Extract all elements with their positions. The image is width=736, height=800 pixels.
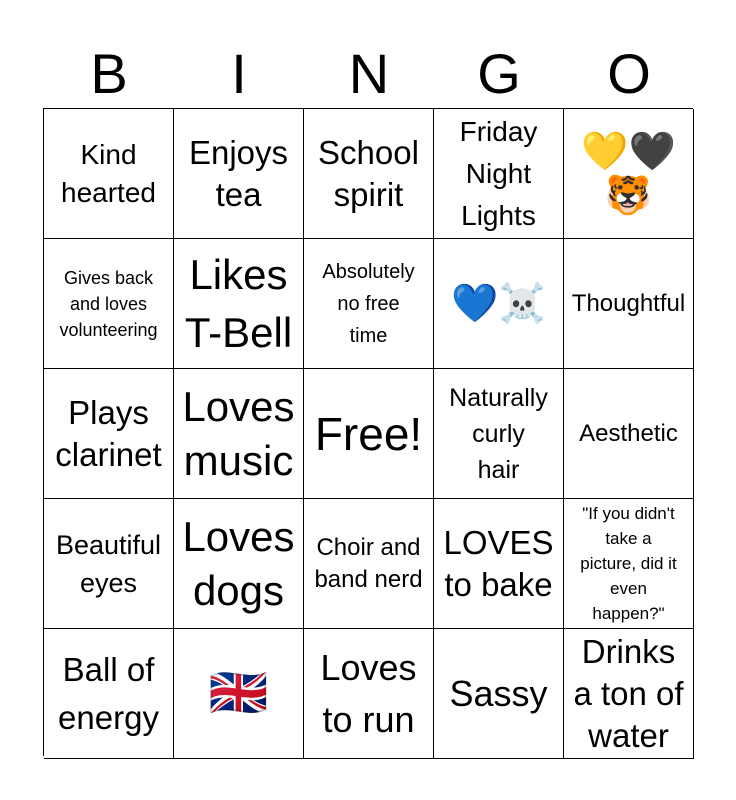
cell-text: Loves music (182, 382, 295, 484)
cell-text: Enjoys tea (188, 133, 289, 213)
cell-text: Loves to run (320, 646, 417, 740)
uk-flag-icon: 🇬🇧 (208, 666, 269, 720)
header-letter-o: O (607, 42, 651, 105)
bingo-cell-r4c1[interactable] (44, 499, 174, 629)
cell-text: Likes T-Bell (184, 250, 293, 356)
cell-text: Naturally curly hair (449, 383, 548, 484)
cell-text: LOVES to bake (443, 523, 554, 603)
free-space-text: Free! (314, 407, 423, 460)
bingo-cell-r1c5[interactable] (564, 109, 694, 239)
cell-text: Kind hearted (61, 138, 156, 208)
bingo-cell-r2c1[interactable] (44, 239, 174, 369)
bingo-cell-r4c2[interactable] (174, 499, 304, 629)
bingo-cell-r5c1[interactable] (44, 629, 174, 759)
bingo-cell-r2c5[interactable] (564, 239, 694, 369)
cell-text: Loves dogs (182, 512, 295, 614)
cell-text: Gives back and loves volunteering (59, 267, 158, 340)
bingo-cell-r1c4[interactable] (434, 109, 564, 239)
header-letter-n: N (348, 42, 390, 105)
cell-text: Ball of energy (58, 650, 159, 736)
bingo-cell-r5c4[interactable] (434, 629, 564, 759)
cell-text: Thoughtful (571, 289, 686, 317)
cell-text: Aesthetic (579, 419, 678, 447)
bingo-cell-r3c2[interactable] (174, 369, 304, 499)
bingo-cell-r5c3[interactable] (304, 629, 434, 759)
bingo-cell-r2c3[interactable] (304, 239, 434, 369)
header-letter-b: B (90, 42, 128, 105)
bingo-cell-r4c4[interactable] (434, 499, 564, 629)
bingo-header (44, 40, 694, 108)
cell-text: Absolutely no free time (322, 260, 415, 347)
bingo-cell-r3c3[interactable] (304, 369, 434, 499)
bingo-cell-r1c3[interactable] (304, 109, 434, 239)
cell-text: Friday Night Lights (459, 115, 538, 231)
cell-text: Drinks a ton of water (573, 632, 684, 754)
cell-text: Choir and band nerd (314, 533, 423, 593)
bingo-cell-r5c2[interactable] (174, 629, 304, 759)
cell-text: Beautiful eyes (55, 529, 162, 598)
cell-text: School spirit (318, 133, 419, 213)
blue-heart-skull-emoji-icon: 💙☠️ (451, 282, 546, 325)
bingo-cell-r2c4[interactable] (434, 239, 564, 369)
header-letter-i: I (231, 42, 247, 105)
bingo-cell-r2c2[interactable] (174, 239, 304, 369)
cell-text: Sassy (449, 672, 548, 714)
cell-text: Plays clarinet (55, 393, 162, 473)
bingo-card-grid (43, 108, 693, 756)
bingo-cell-r5c5[interactable] (564, 629, 694, 759)
bingo-cell-r3c5[interactable] (564, 369, 694, 499)
cell-text: "If you didn't take a picture, did it even happen?" (580, 504, 677, 623)
bingo-cell-r4c5[interactable] (564, 499, 694, 629)
hearts-tiger-emoji-icon: 💛🖤 🐯 (581, 130, 676, 217)
bingo-cell-r3c4[interactable] (434, 369, 564, 499)
bingo-cell-r3c1[interactable] (44, 369, 174, 499)
bingo-cell-r4c3[interactable] (304, 499, 434, 629)
bingo-cell-r1c1[interactable] (44, 109, 174, 239)
bingo-cell-r1c2[interactable] (174, 109, 304, 239)
header-letter-g: G (477, 42, 521, 105)
